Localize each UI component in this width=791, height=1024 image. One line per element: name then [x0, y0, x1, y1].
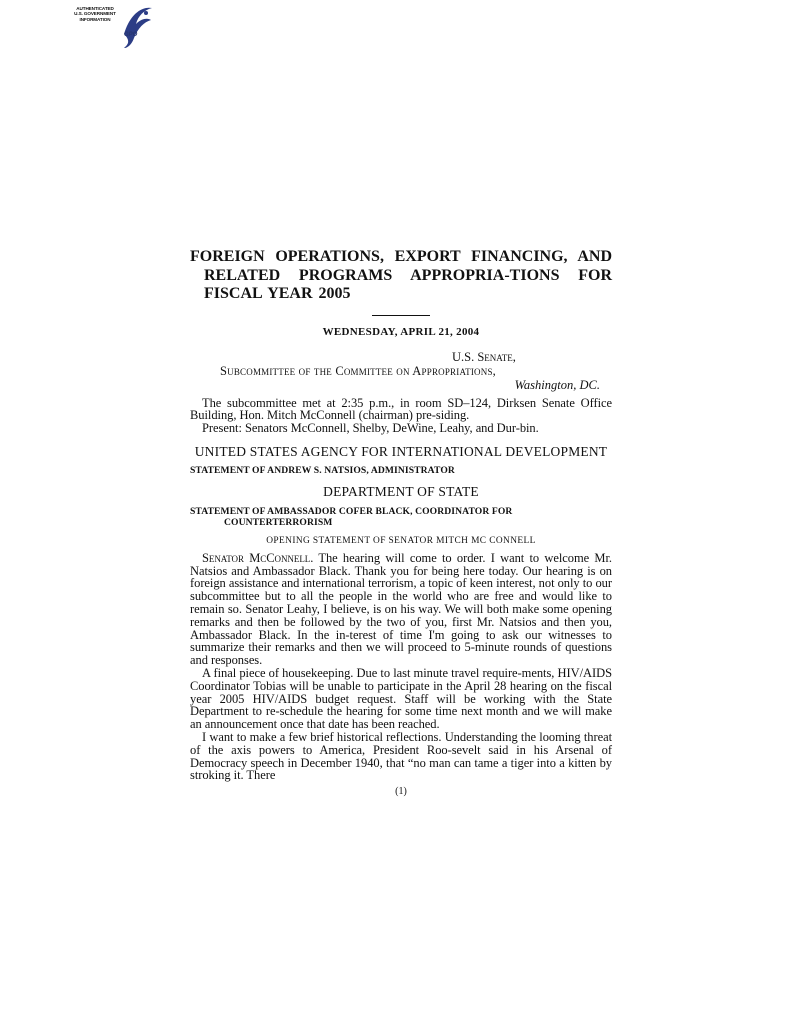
address-line-1: U.S. Senate,: [452, 349, 516, 364]
hearing-date: WEDNESDAY, APRIL 21, 2004: [322, 325, 480, 338]
statement-heading-natsios: STATEMENT OF ANDREW S. NATSIOS, ADMINISTRATOR: [190, 464, 455, 476]
body-paragraph-3: I want to make a few brief historical reflections. Understanding the looming threat of the axis powers to America, President Roo-sevelt said in his Arsenal of Democracy speech in December 1940, that “no man can tame a tiger into a kitten by stroking it. There: [190, 730, 612, 783]
department-heading: DEPARTMENT OF STATE: [323, 483, 479, 499]
intro-paragraph-2: Present: Senators McConnell, Shelby, DeWine, Leahy, and Dur-bin.: [202, 421, 539, 436]
gpo-authentication-logo: [60, 4, 156, 50]
eagle-icon: [120, 4, 154, 50]
document-page: [190, 248, 612, 797]
hearing-title: FOREIGN OPERATIONS, EXPORT FINANCING, AND RELATED PROGRAMS APPROPRIA-TIONS FOR FISCAL YEAR 2005: [190, 248, 612, 302]
address-block: [190, 350, 612, 392]
intro-paragraph-1: The subcommittee met at 2:35 p.m., in room SD–124, Dirksen Senate Office Building, Hon. Mitch McConnell (chairman) pre-siding.: [190, 395, 612, 423]
statement-heading-black: STATEMENT OF AMBASSADOR COFER BLACK, COORDINATOR FOR COUNTERTERRORISM: [190, 505, 513, 528]
opening-statement-heading: OPENING STATEMENT OF SENATOR MITCH MC CONNELL: [266, 535, 536, 546]
logo-line-3: INFORMATION: [79, 16, 111, 22]
logo-line-1: AUTHENTICATED: [76, 6, 114, 11]
title-rule: [372, 315, 430, 316]
address-line-3: Washington, DC.: [514, 377, 600, 392]
body-paragraph-1: [190, 552, 612, 667]
agency-heading: UNITED STATES AGENCY FOR INTERNATIONAL DEVELOPMENT: [194, 443, 608, 459]
gpo-label: GPO: [124, 32, 138, 38]
speaker-name: Senator McConnell.: [202, 550, 314, 565]
body-paragraph-2: A final piece of housekeeping. Due to last minute travel require-ments, HIV/AIDS Coordinator Tobias will be unable to participate in the April 28 hearing on the fiscal year 2005 HIV/AIDS budget request. Staff will be working with the State Department to re-schedule the hearing for some time next month and we will make an announcement once that date has been reached.: [190, 666, 612, 732]
logo-line-2: U.S. GOVERNMENT: [74, 11, 116, 17]
page-number: (1): [395, 786, 407, 798]
address-line-2: Subcommittee of the Committee on Appropriations,: [220, 363, 496, 378]
body-paragraph-1-text: The hearing will come to order. I want to welcome Mr. Natsios and Ambassador Black. Thank you for being here today. Our hearing is on foreign assistance and international terrorism, a topic of keen interest, not only to our subcommittee but to all the people in the world who are free and would like to remain so. Senator Leahy, I believe, is on his way. We will both make some opening remarks and then be followed by the two of you, first Mr. Natsios and then you, Ambassador Black. In the in-terest of time I'm going to ask our witnesses to summarize their remarks and then we will proceed to 5-minute rounds of questions and responses.: [190, 550, 612, 668]
